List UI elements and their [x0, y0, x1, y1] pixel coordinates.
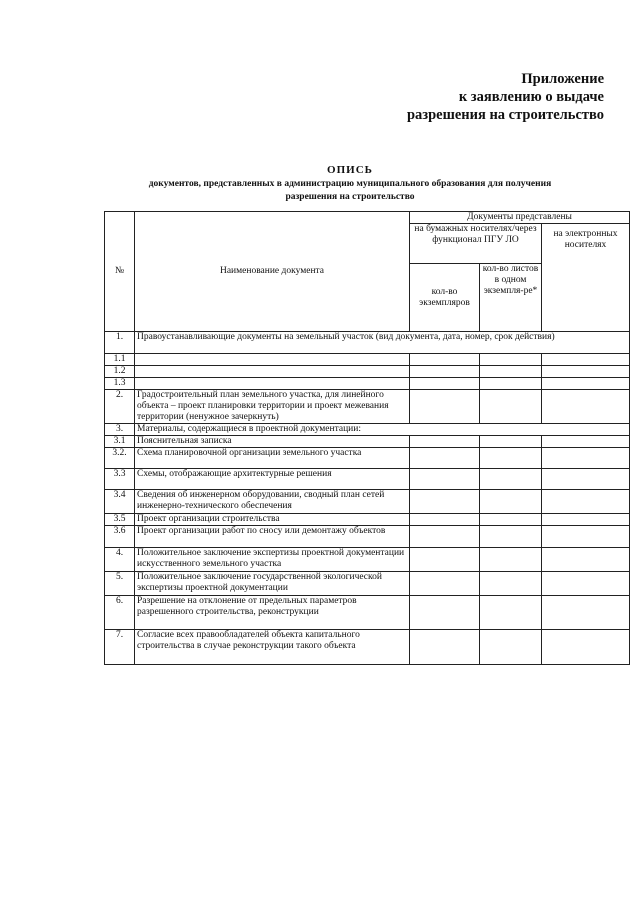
row-number: 1.3	[105, 378, 135, 390]
row-number: 5.	[105, 572, 135, 596]
sheets-cell[interactable]	[480, 572, 542, 596]
row-number: 3.	[105, 424, 135, 436]
row-document-name: Положительное заключение государственной экологической экспертизы проектной документации	[135, 572, 410, 596]
appendix-line-3: разрешения на строительство	[406, 107, 604, 123]
row-document-name: Согласие всех правообладателей объекта капитального строительства в случае реконструкции такого объекта	[135, 630, 410, 665]
table-row	[105, 448, 630, 469]
sheets-cell[interactable]	[480, 469, 542, 490]
copies-cell[interactable]	[410, 469, 480, 490]
row-number: 1.	[105, 332, 135, 354]
table-row	[105, 514, 630, 526]
table-row	[105, 332, 630, 354]
row-number: 1.2	[105, 366, 135, 378]
row-document-name: Градостроительный план земельного участка, для линейного объекта – проект планировки территории и проект межевания территории (ненужное зачеркнуть)	[135, 390, 410, 424]
row-number: 3.4	[105, 490, 135, 514]
row-number: 1.1	[105, 354, 135, 366]
copies-cell[interactable]	[410, 490, 480, 514]
row-number: 4.	[105, 548, 135, 572]
copies-cell[interactable]	[410, 572, 480, 596]
filename-cell[interactable]	[542, 366, 630, 378]
table-row	[105, 548, 630, 572]
table-row	[105, 378, 630, 390]
row-number: 3.5	[105, 514, 135, 526]
appendix-heading	[407, 70, 604, 124]
row-number: 3.1	[105, 436, 135, 448]
filename-cell[interactable]	[542, 448, 630, 469]
table-body	[105, 332, 630, 665]
copies-cell[interactable]	[410, 366, 480, 378]
table-row	[105, 630, 630, 665]
table-row	[105, 424, 630, 436]
filename-cell[interactable]	[542, 526, 630, 548]
sheets-cell[interactable]	[480, 354, 542, 366]
sheets-cell[interactable]	[480, 448, 542, 469]
row-document-name	[135, 378, 410, 390]
header-number: №	[105, 212, 135, 332]
filename-cell[interactable]	[542, 596, 630, 630]
copies-cell[interactable]	[410, 596, 480, 630]
table-row	[105, 390, 630, 424]
header-paper-media: на бумажных носителях/через функционал ПГУ ЛО	[410, 224, 542, 264]
header-electronic-media: на электронных носителях	[542, 224, 630, 332]
table-row	[105, 366, 630, 378]
row-document-name: Материалы, содержащиеся в проектной документации:	[135, 424, 630, 436]
sheets-cell[interactable]	[480, 366, 542, 378]
row-number: 3.3	[105, 469, 135, 490]
header-document-name: Наименование документа	[135, 212, 410, 332]
row-number: 7.	[105, 630, 135, 665]
sheets-cell[interactable]	[480, 490, 542, 514]
document-title	[100, 163, 600, 203]
table-row	[105, 490, 630, 514]
title-subtitle-2: разрешения на строительство	[285, 192, 415, 202]
row-number: 6.	[105, 596, 135, 630]
row-document-name: Разрешение на отклонение от предельных параметров разрешенного строительства, реконструкции	[135, 596, 410, 630]
copies-cell[interactable]	[410, 378, 480, 390]
header-sheets: кол-во листов в одном экземпля-ре*	[480, 264, 542, 332]
header-documents-submitted: Документы представлены	[410, 212, 630, 224]
copies-cell[interactable]	[410, 448, 480, 469]
copies-cell[interactable]	[410, 436, 480, 448]
table-row	[105, 436, 630, 448]
sheets-cell[interactable]	[480, 514, 542, 526]
sheets-cell[interactable]	[480, 436, 542, 448]
sheets-cell[interactable]	[480, 596, 542, 630]
sheets-cell[interactable]	[480, 526, 542, 548]
row-document-name: Пояснительная записка	[135, 436, 410, 448]
sheets-cell[interactable]	[480, 630, 542, 665]
sheets-cell[interactable]	[480, 548, 542, 572]
header-row-1	[105, 212, 630, 224]
row-document-name: Схемы, отображающие архитектурные решения	[135, 469, 410, 490]
copies-cell[interactable]	[410, 514, 480, 526]
row-document-name: Положительное заключение экспертизы проектной документации искусственного земельного участка	[135, 548, 410, 572]
table-row	[105, 596, 630, 630]
filename-cell[interactable]	[542, 548, 630, 572]
row-document-name: Правоустанавливающие документы на земельный участок (вид документа, дата, номер, срок действия)	[135, 332, 630, 354]
row-number: 2.	[105, 390, 135, 424]
appendix-line-1: Приложение	[521, 71, 604, 87]
sheets-cell[interactable]	[480, 390, 542, 424]
row-document-name: Проект организации строительства	[135, 514, 410, 526]
sheets-cell[interactable]	[480, 378, 542, 390]
row-document-name	[135, 354, 410, 366]
row-number: 3.2.	[105, 448, 135, 469]
filename-cell[interactable]	[542, 390, 630, 424]
table-row	[105, 572, 630, 596]
filename-cell[interactable]	[542, 514, 630, 526]
table-row	[105, 354, 630, 366]
inventory-table	[104, 211, 630, 665]
filename-cell[interactable]	[542, 354, 630, 366]
title-main: ОПИСЬ	[327, 164, 373, 176]
filename-cell[interactable]	[542, 630, 630, 665]
row-number: 3.6	[105, 526, 135, 548]
copies-cell[interactable]	[410, 548, 480, 572]
appendix-line-2: к заявлению о выдаче	[458, 89, 604, 105]
filename-cell[interactable]	[542, 469, 630, 490]
row-document-name: Схема планировочной организации земельного участка	[135, 448, 410, 469]
copies-cell[interactable]	[410, 354, 480, 366]
filename-cell[interactable]	[542, 378, 630, 390]
header-copies: кол-во экземпляров	[410, 264, 480, 332]
filename-cell[interactable]	[542, 490, 630, 514]
copies-cell[interactable]	[410, 390, 480, 424]
copies-cell[interactable]	[410, 526, 480, 548]
title-subtitle-1: документов, представленных в администрацию муниципального образования для получения	[148, 179, 552, 189]
filename-cell[interactable]	[542, 572, 630, 596]
table-row	[105, 469, 630, 490]
copies-cell[interactable]	[410, 630, 480, 665]
row-document-name	[135, 366, 410, 378]
row-document-name: Сведения об инженерном оборудовании, сводный план сетей инженерно-технического обеспечения	[135, 490, 410, 514]
row-document-name: Проект организации работ по сносу или демонтажу объектов	[135, 526, 410, 548]
table-row	[105, 526, 630, 548]
filename-cell[interactable]	[542, 436, 630, 448]
